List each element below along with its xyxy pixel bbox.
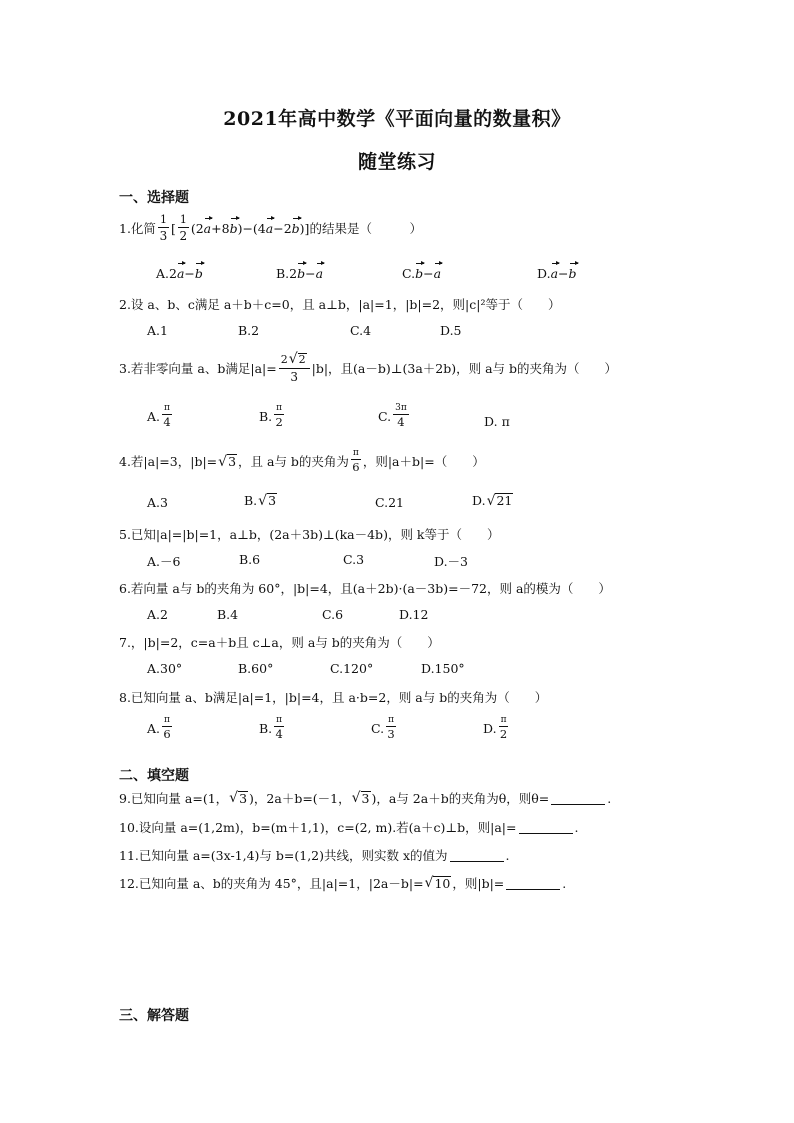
option-fraction [162, 404, 172, 429]
vector-a: a [433, 266, 442, 281]
fraction-den: 6 [352, 460, 360, 474]
q12-rad: 10 [434, 875, 451, 891]
option-fraction [274, 716, 284, 741]
question-6: 6.若向量 a与 b的夹角为 60°，|b|=4，且(a＋2b)·(a－3b)=－72，则 a的模为（ ） [119, 581, 611, 596]
sqrt-sign: √ 3 [218, 453, 237, 470]
fraction-num: π [352, 448, 359, 458]
vector-b: b [194, 266, 203, 281]
q1-suffix: 的结果是（ ） [309, 221, 422, 236]
option-coef: 2 [289, 266, 298, 281]
vector-a: a [203, 220, 212, 236]
vector-a: a [315, 266, 324, 281]
q1-f1-num: 1 [159, 213, 167, 226]
q8-option-b [259, 716, 286, 741]
fraction-num: 3π [395, 403, 407, 413]
question-5: 5.已知|a|=|b|=1，a⊥b，(2a＋3b)⊥(ka－4b)，则 k等于（ ） [119, 527, 500, 542]
q3-suffix: |b|，且(a－b)⊥(3a＋2b)，则 a与 b的夹角为（ ） [311, 360, 618, 376]
sqrt-sign: √ 2 [288, 351, 306, 367]
fraction-den: 2 [499, 727, 508, 741]
q3-prefix: 3.若非零向量 a、b满足|a|= [119, 360, 277, 376]
q1-mid: )−(4 [237, 220, 266, 236]
q1-bracket: [ [170, 220, 176, 236]
vector-a: a [265, 220, 274, 236]
option-fraction [274, 404, 284, 429]
q6-option-c: C.6 [322, 607, 344, 622]
q1-fraction-one-third [158, 214, 169, 242]
option-label: B. [244, 493, 258, 508]
vector-b: b [291, 220, 300, 236]
question-8: 8.已知向量 a、b满足|a|=1，|b|=4，且 a·b=2，则 a与 b的夹角为（ ） [119, 690, 548, 705]
sqrt-sign: √ 3 [351, 790, 370, 807]
q10-end: . [574, 819, 579, 835]
q12-part-2: ，则|b|= [452, 876, 505, 891]
q9-rad-1: 3 [239, 790, 248, 806]
option-label: A. [156, 266, 170, 281]
fraction-num: π [276, 715, 283, 725]
q7-option-c: C.120° [330, 661, 374, 676]
q3-option-b [259, 404, 286, 429]
vector-b: b [229, 220, 238, 236]
fraction-num: π [500, 715, 507, 725]
fraction-den: 4 [275, 727, 283, 741]
fraction-num: π [164, 403, 170, 413]
q5-option-b: B.6 [239, 552, 261, 567]
option-op: − [184, 266, 195, 281]
option-op: − [558, 266, 569, 281]
q9-end: . [607, 790, 612, 806]
answer-blank[interactable] [450, 849, 504, 862]
q9-rad-2: 3 [361, 790, 370, 806]
q11-end: . [505, 847, 510, 863]
q3-num-rad: 2 [298, 352, 306, 366]
vector-b: b [568, 266, 577, 281]
option-label: C. [378, 408, 392, 424]
q1-option-a [156, 266, 203, 281]
option-fraction [386, 716, 396, 741]
q6-option-b: B.4 [217, 607, 239, 622]
q4-option-d [472, 493, 514, 508]
fraction-den: 6 [163, 727, 171, 741]
question-12 [119, 874, 566, 892]
option-label: A. [147, 408, 161, 424]
option-rad: 3 [268, 493, 277, 509]
q9-part-1: 9.已知向量 a=(1， [119, 791, 229, 806]
q4-fraction [351, 449, 361, 474]
q7-option-d: D.150° [421, 661, 465, 676]
q5-option-d: D.－3 [434, 554, 469, 569]
question-4 [119, 449, 485, 474]
option-label: A. [147, 720, 161, 736]
q3-fraction [279, 352, 310, 383]
section-heading-fill: 二、填空题 [119, 768, 189, 784]
q1-f1-den: 3 [159, 229, 168, 243]
option-coef: 2 [169, 266, 177, 281]
q2-option-b: B.2 [238, 323, 260, 338]
q3-num-coef: 2 [280, 353, 288, 366]
vector-a: a [176, 266, 185, 281]
question-7: 7.，|b|=2，c=a＋b且 c⊥a，则 a与 b的夹角为（ ） [119, 635, 440, 650]
q4-rad: 3 [228, 453, 237, 469]
fraction-num: π [164, 715, 170, 725]
q10-text: 10.设向量 a=(1,2m)，b=(m＋1,1)，c=(2, m).若(a＋c)⊥b，则|a|= [119, 820, 517, 835]
q5-option-c: C.3 [343, 552, 365, 567]
q2-option-a: A.1 [147, 323, 168, 338]
option-fraction [499, 716, 509, 741]
answer-blank[interactable] [519, 821, 573, 834]
option-value: π [501, 414, 510, 429]
option-label: B. [259, 720, 273, 736]
question-2: 2.设 a、b、c满足 a＋b＋c=0，且 a⊥b，|a|=1，|b|=2，则|c|²等于（ ） [119, 297, 561, 312]
q4-mid: ，且 a与 b的夹角为 [238, 454, 349, 470]
option-op: − [423, 266, 434, 281]
option-rad: 21 [496, 493, 513, 509]
option-fraction [162, 716, 172, 741]
option-label: D. [484, 414, 498, 429]
vector-a: a [550, 266, 559, 281]
sqrt-sign: √ 21 [486, 492, 513, 509]
q3-fraction-num [279, 352, 310, 369]
q1-close: )] [299, 220, 310, 236]
vector-b: b [415, 266, 424, 281]
q3-option-a [147, 404, 174, 429]
q1-option-b [276, 266, 323, 281]
q9-part-2: )，2a＋b=(－1， [249, 791, 351, 806]
question-1 [119, 214, 422, 242]
vector-b: b [297, 266, 306, 281]
q8-option-a [147, 716, 174, 741]
option-label: C. [371, 720, 385, 736]
option-fraction [393, 404, 409, 429]
q12-end: . [562, 875, 567, 891]
q3-option-c [378, 404, 411, 429]
sqrt-sign: √ 3 [258, 492, 277, 509]
q1-f2-den: 2 [179, 229, 188, 243]
q6-option-a: A.2 [147, 607, 168, 622]
q4-option-a: A.3 [147, 495, 168, 510]
option-label: D. [483, 720, 497, 736]
option-label: D. [537, 266, 551, 281]
q1-minus2: −2 [273, 220, 292, 236]
q4-option-c: C.21 [375, 495, 404, 510]
q4-prefix: 4.若|a|=3，|b|= [119, 454, 218, 470]
fraction-den: 2 [275, 415, 283, 429]
q3-fraction-den: 3 [290, 370, 298, 384]
answer-blank[interactable] [551, 792, 605, 805]
q7-option-a: A.30° [147, 661, 183, 676]
q2-option-d: D.5 [440, 323, 462, 338]
question-9 [119, 789, 611, 807]
document-subtitle: 随堂练习 [357, 151, 436, 173]
question-11 [119, 846, 510, 864]
question-3 [119, 352, 617, 383]
sqrt-sign: √ 3 [229, 790, 248, 807]
q5-option-a: A.－6 [147, 554, 181, 569]
q1-option-c [402, 266, 441, 281]
q8-option-c [371, 716, 398, 741]
option-label: B. [259, 408, 273, 424]
q1-option-d [537, 266, 577, 281]
q1-prefix: 1.化简 [119, 221, 156, 236]
section-heading-choice: 一、选择题 [119, 190, 189, 206]
q7-option-b: B.60° [238, 661, 274, 676]
q1-fraction-one-half [178, 214, 189, 242]
fraction-den: 3 [387, 727, 395, 741]
fraction-num: π [388, 715, 395, 725]
option-label: B. [276, 266, 290, 281]
fraction-den: 4 [163, 415, 171, 429]
section-heading-answer: 三、解答题 [119, 1008, 189, 1024]
q8-option-d [483, 716, 510, 741]
q12-part-1: 12.已知向量 a、b的夹角为 45°，且|a|=1，|2a－b|= [119, 876, 424, 891]
answer-blank[interactable] [506, 877, 560, 890]
q6-option-d: D.12 [399, 607, 429, 622]
fraction-den: 4 [397, 415, 405, 429]
document-title: 2021年高中数学《平面向量的数量积》 [223, 108, 571, 130]
q4-option-b [244, 493, 278, 508]
q1-expr-a: (2 [190, 220, 204, 236]
q1-plus8: +8 [211, 220, 230, 236]
q3-option-d [484, 414, 510, 429]
q1-f2-num: 1 [179, 213, 187, 226]
q11-text: 11.已知向量 a=(3x-1,4)与 b=(1,2)共线，则实数 x的值为 [119, 848, 448, 863]
sqrt-sign: √ 10 [424, 875, 451, 892]
q4-suffix: ，则|a＋b|=（ ） [362, 454, 485, 470]
question-10 [119, 818, 578, 836]
option-label: D. [472, 493, 486, 508]
q2-option-c: C.4 [350, 323, 372, 338]
q9-part-3: )，a与 2a＋b的夹角为θ，则θ= [371, 791, 550, 806]
fraction-num: π [276, 403, 283, 413]
option-op: − [305, 266, 316, 281]
option-label: C. [402, 266, 416, 281]
